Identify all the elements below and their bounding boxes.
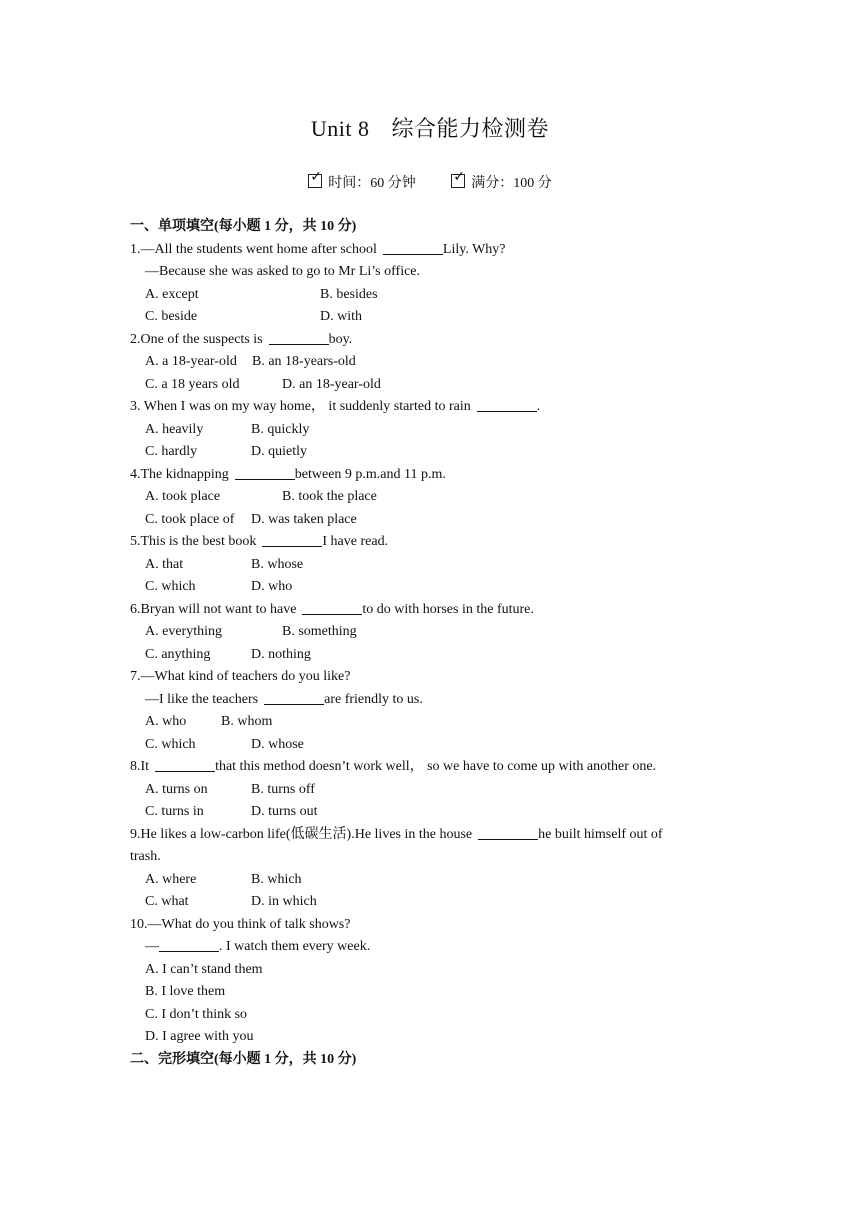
option-c: C. hardly bbox=[145, 444, 198, 459]
option-a: A. took place bbox=[145, 489, 221, 504]
question-text: . I watch them every week. bbox=[219, 939, 371, 954]
question-text: I have read. bbox=[322, 534, 389, 549]
options-row bbox=[130, 869, 730, 892]
options-row bbox=[130, 801, 730, 824]
option-c: C. what bbox=[145, 894, 189, 909]
section-heading: 二、完形填空(每小题 1 分，共 10 分) bbox=[130, 1051, 357, 1067]
option-c: C. I don’t think so bbox=[145, 1006, 248, 1022]
option-c: C. took place of bbox=[145, 511, 235, 527]
option-b: B. whom bbox=[221, 714, 273, 729]
option-b: B. which bbox=[251, 871, 302, 887]
option-c: C. a 18 years old bbox=[145, 376, 240, 392]
options-row bbox=[130, 554, 730, 577]
question-reply bbox=[130, 689, 730, 712]
question-reply bbox=[130, 936, 730, 959]
question-4 bbox=[130, 464, 730, 487]
question-reply: —Because she was asked to go to Mr Li’s office. bbox=[145, 264, 421, 279]
question-text: 4.The kidnapping bbox=[130, 466, 229, 482]
answer-blank bbox=[155, 757, 215, 772]
options-row bbox=[130, 711, 730, 734]
question-2 bbox=[130, 329, 730, 352]
question-text: 9.He likes a low-carbon life(低碳生活).He lives in the house bbox=[130, 826, 473, 842]
question-text: 5.This is the best book bbox=[130, 534, 257, 549]
title-text: 综合能力检测卷 bbox=[391, 116, 550, 141]
options-row bbox=[130, 734, 730, 757]
option-b: B. turns off bbox=[251, 781, 315, 797]
options-row bbox=[130, 576, 730, 599]
option-d: D. I agree with you bbox=[145, 1029, 254, 1044]
options-row bbox=[130, 441, 730, 464]
option-c: C. beside bbox=[145, 309, 198, 324]
question-text: 6.Bryan will not want to have bbox=[130, 601, 297, 617]
question-10: 10.—What do you think of talk shows? bbox=[130, 916, 351, 932]
question-8 bbox=[130, 756, 730, 779]
options-row bbox=[130, 891, 730, 914]
answer-blank bbox=[302, 600, 362, 615]
question-text: 3. When I was on my way home， it suddenly started to rain bbox=[130, 399, 471, 414]
answer-blank bbox=[383, 240, 443, 255]
option-b: B. whose bbox=[251, 556, 304, 572]
question-text: to do with horses in the future. bbox=[362, 601, 534, 617]
options-row bbox=[130, 779, 730, 802]
answer-blank bbox=[264, 690, 324, 705]
question-text: —I like the teachers bbox=[145, 691, 259, 707]
question-5 bbox=[130, 531, 730, 554]
option-d: D. who bbox=[251, 579, 293, 594]
option-b: B. something bbox=[282, 624, 357, 639]
answer-blank bbox=[235, 465, 295, 480]
option-d: D. nothing bbox=[251, 646, 311, 662]
options-row bbox=[130, 621, 730, 644]
option-b: B. besides bbox=[320, 286, 378, 302]
option-a: A. I can’t stand them bbox=[145, 961, 263, 977]
options-row bbox=[130, 374, 730, 397]
question-text-cont: trash. bbox=[130, 849, 161, 864]
page-title bbox=[0, 112, 860, 143]
question-text: are friendly to us. bbox=[324, 691, 423, 707]
option-d: D. with bbox=[320, 309, 362, 324]
option-a: A. everything bbox=[145, 624, 222, 639]
question-text: 8.It bbox=[130, 759, 150, 774]
question-text: that this method doesn’t work well， so we have to come up with another one. bbox=[215, 759, 657, 774]
option-a: A. except bbox=[145, 286, 199, 302]
score-info bbox=[451, 172, 552, 192]
answer-blank bbox=[159, 937, 219, 952]
option-c: C. which bbox=[145, 736, 196, 752]
question-9 bbox=[130, 824, 730, 847]
checkbox-icon bbox=[451, 174, 465, 188]
options-row bbox=[130, 509, 730, 532]
question-text: between 9 p.m.and 11 p.m. bbox=[294, 466, 446, 482]
unit-label: Unit 8 bbox=[310, 116, 370, 141]
option-b: B. took the place bbox=[282, 489, 377, 504]
question-text: 1.—All the students went home after school bbox=[130, 241, 377, 257]
question-text: boy. bbox=[328, 331, 353, 347]
exam-content bbox=[130, 216, 730, 1071]
option-b: B. an 18-years-old bbox=[252, 354, 356, 369]
question-text: Lily. Why? bbox=[442, 241, 506, 257]
option-c: C. turns in bbox=[145, 804, 204, 819]
question-text: 2.One of the suspects is bbox=[130, 331, 263, 347]
score-text: 满分：100 分 bbox=[471, 176, 552, 191]
option-a: A. that bbox=[145, 556, 184, 572]
section-heading: 一、单项填空(每小题 1 分，共 10 分) bbox=[130, 219, 357, 234]
question-6 bbox=[130, 599, 730, 622]
options-row bbox=[130, 644, 730, 667]
exam-meta bbox=[0, 172, 860, 194]
option-a: A. heavily bbox=[145, 421, 204, 437]
time-text: 时间：60 分钟 bbox=[328, 176, 416, 191]
option-a: A. who bbox=[145, 714, 187, 729]
option-a: A. a 18-year-old bbox=[145, 354, 237, 369]
option-d: D. turns out bbox=[251, 804, 318, 819]
answer-blank bbox=[269, 330, 329, 345]
question-text: he built himself out of bbox=[538, 826, 663, 842]
question-text: . bbox=[536, 399, 541, 414]
option-d: D. whose bbox=[251, 736, 304, 752]
options-row bbox=[130, 284, 730, 307]
option-b: B. I love them bbox=[145, 984, 226, 999]
options-row bbox=[130, 306, 730, 329]
options-row bbox=[130, 486, 730, 509]
option-d: D. quietly bbox=[251, 444, 307, 459]
option-d: D. in which bbox=[251, 894, 317, 909]
question-3 bbox=[130, 396, 730, 419]
question-text: — bbox=[145, 939, 159, 954]
option-c: C. which bbox=[145, 579, 196, 594]
option-d: D. an 18-year-old bbox=[282, 376, 381, 392]
checkbox-icon bbox=[308, 174, 322, 188]
answer-blank bbox=[477, 397, 537, 412]
option-a: A. where bbox=[145, 871, 197, 887]
options-row bbox=[130, 351, 730, 374]
option-c: C. anything bbox=[145, 646, 211, 662]
option-a: A. turns on bbox=[145, 781, 208, 797]
option-d: D. was taken place bbox=[251, 511, 357, 527]
question-7: 7.—What kind of teachers do you like? bbox=[130, 669, 351, 684]
time-info bbox=[308, 172, 416, 192]
answer-blank bbox=[262, 532, 322, 547]
option-b: B. quickly bbox=[251, 421, 310, 437]
question-1 bbox=[130, 239, 730, 262]
options-row bbox=[130, 419, 730, 442]
answer-blank bbox=[478, 825, 538, 840]
